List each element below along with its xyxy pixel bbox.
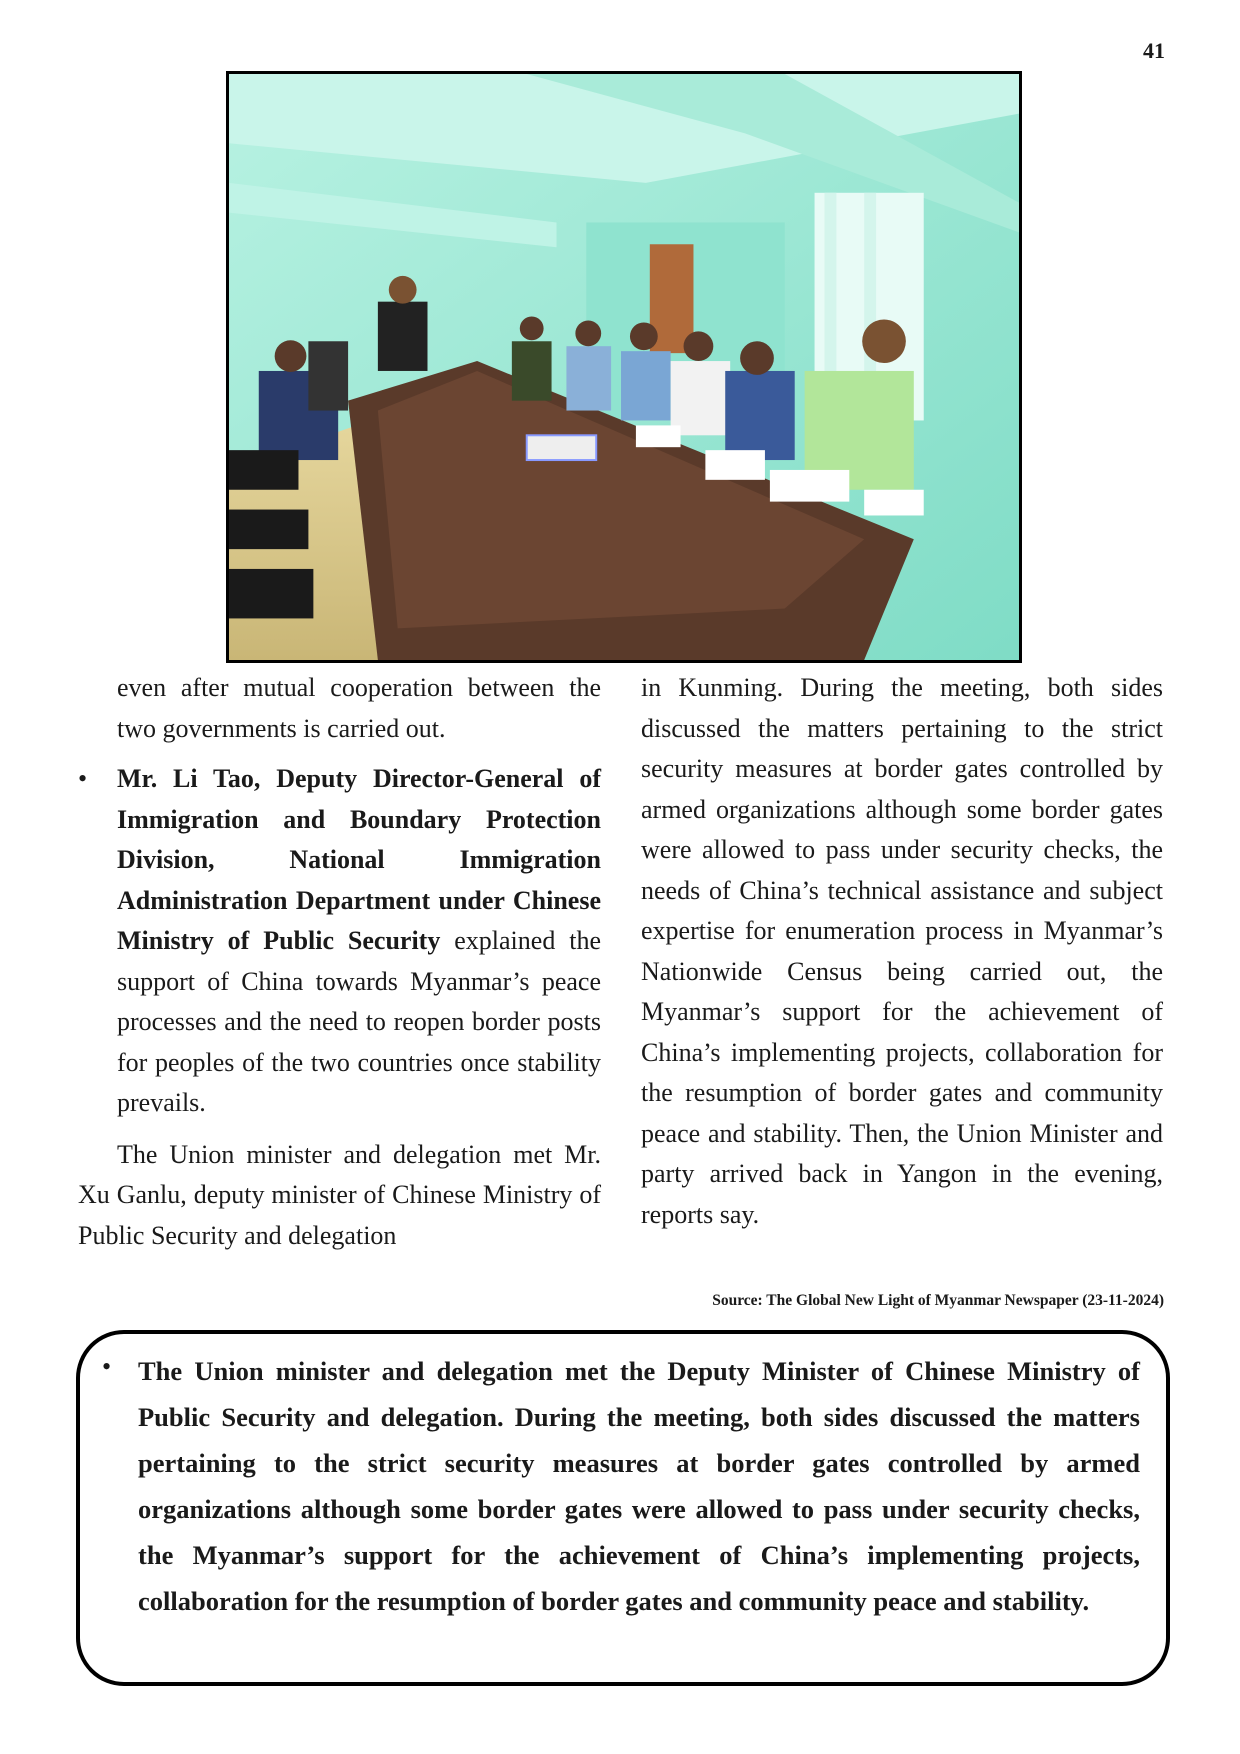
bullet-item [78, 759, 601, 1124]
body-paragraph: in Kunming. During the meeting, both sides discussed the matters pertaining to the strict security measures at border gates controlled by armed organizations although some border gates were allowed to pass under security checks, the needs of China’s technical assistance and subject expertise for enumeration process in Myanmar’s Nationwide Census being carried out, the Myanmar’s support for the achievement of China’s implementing projects, collaboration for the resumption of border gates and community peace and stability. Then, the Union Minister and party arrived back in Yangon in the evening, reports say. [641, 673, 1163, 1229]
left-column [78, 668, 601, 1256]
summary-text: The Union minister and delegation met the Deputy Minister of Chinese Ministry of Public Security and delegation. During the meeting, both sides discussed the matters pertaining to the strict security measures at border gates controlled by armed organizations although some border gates were allowed to pass under security checks, the Myanmar’s support for the achievement of China’s implementing projects, collaboration for the resumption of border gates and community peace and stability. [138, 1356, 1140, 1616]
bullet-icon: • [78, 764, 88, 793]
source-citation: Source: The Global New Light of Myanmar Newspaper (23-11-2024) [712, 1292, 1164, 1309]
page-number: 41 [1143, 38, 1165, 63]
bullet-text: explained the support of China towards Myanmar’s peace processes and the need to reopen border posts for peoples of the two countries once stability prevails. [117, 926, 601, 1117]
meeting-photo-icon [229, 74, 1019, 660]
continuation-paragraph: even after mutual cooperation between the two governments is carried out. [117, 673, 601, 743]
body-paragraph: The Union minister and delegation met Mr. Xu Ganlu, deputy minister of Chinese Ministry of Public Security and delegation [78, 1139, 601, 1250]
bullet-bold-lead: Mr. Li Tao, Deputy Director-General of Immigration and Boundary Protection Division, National Immigration Administration Department under Chinese Ministry of Public Security [117, 764, 601, 955]
meeting-photo [226, 71, 1022, 663]
bullet-icon: • [102, 1352, 112, 1381]
right-column [641, 668, 1163, 1235]
summary-box [76, 1330, 1170, 1686]
